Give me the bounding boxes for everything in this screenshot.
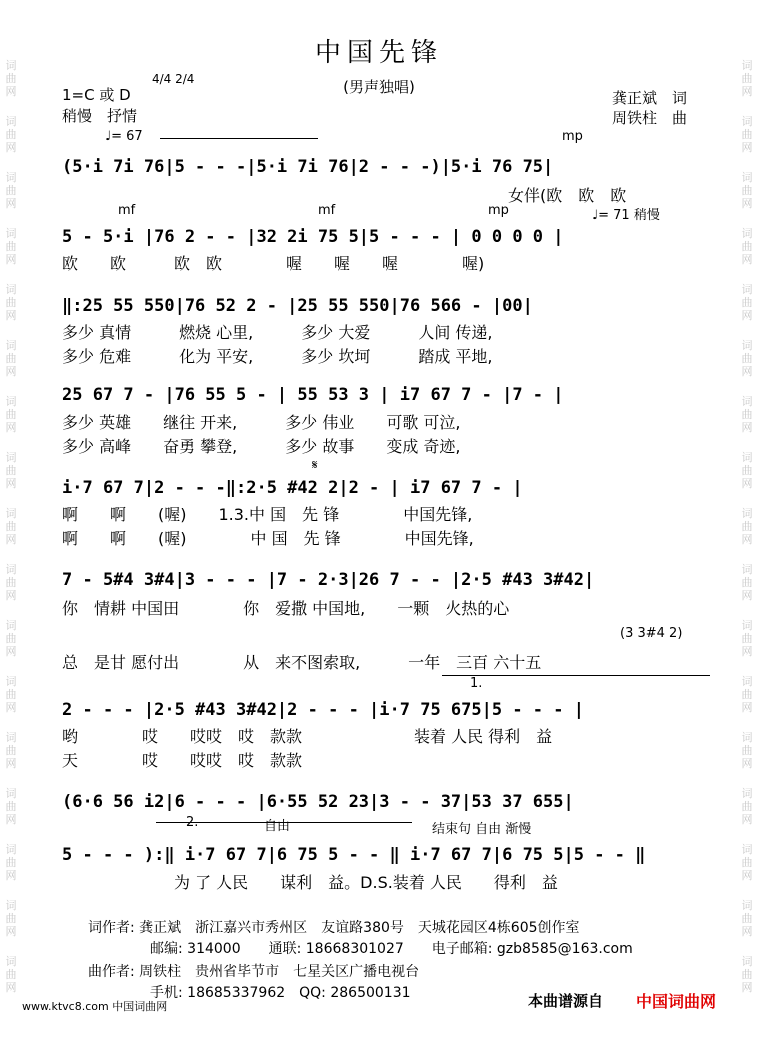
watermark-glyph: 网 [5,197,17,210]
watermark-glyph: 词 [741,843,753,856]
watermark-glyph: 曲 [5,744,17,757]
watermark-glyph: 网 [741,813,753,826]
dynamic-mf-2: mf [318,203,336,218]
watermark-glyph: 词 [741,451,753,464]
watermark-right [736,0,758,1038]
website-watermark: www.ktvc8.com 中国词曲网 [22,1000,168,1013]
watermark-glyph: 曲 [5,968,17,981]
watermark-glyph: 网 [5,141,17,154]
notation-row-8: 2 - - - |2·5 #43 3#42|2 - - - |i·7 75 675|5 - - - | [62,700,584,720]
watermark-glyph: 词 [741,507,753,520]
watermark-glyph: 词 [5,395,17,408]
watermark-glyph: 网 [741,645,753,658]
watermark-glyph: 网 [5,309,17,322]
lyric-row-3b: 多少 危难 化为 平安, 多少 坎坷 踏成 平地, [62,347,493,366]
watermark-glyph: 曲 [741,968,753,981]
tempo-expression: 稍慢 抒情 [62,107,138,125]
watermark-glyph: 网 [5,253,17,266]
watermark-glyph: 词 [5,227,17,240]
watermark-glyph: 网 [5,645,17,658]
watermark-left [0,0,22,1038]
watermark-glyph: 网 [5,701,17,714]
watermark-glyph: 词 [5,675,17,688]
lyricist-credit: 龚正斌 词 [612,89,688,107]
ending-2-label: 2. [186,815,199,830]
watermark-glyph: 网 [741,421,753,434]
watermark-glyph: 网 [5,533,17,546]
dynamic-mp-1: mp [562,129,583,144]
watermark-glyph: 词 [741,283,753,296]
alt-notes-paren: (3 3#4 2) [620,626,683,641]
source-brand: 中国词曲网 [636,992,717,1011]
watermark-glyph: 曲 [5,352,17,365]
watermark-glyph: 网 [741,981,753,994]
lyric-row-4b: 多少 高峰 奋勇 攀登, 多少 故事 变成 奇迹, [62,437,461,456]
watermark-glyph: 曲 [741,856,753,869]
watermark-glyph: 曲 [5,912,17,925]
watermark-glyph: 词 [741,115,753,128]
watermark-glyph: 曲 [741,240,753,253]
watermark-glyph: 词 [741,227,753,240]
footer-lyricist-contact: 邮编: 314000 通联: 18668301027 电子邮箱: gzb8585@163.com [150,941,633,957]
tempo-mark-2: ♩= 71 稍慢 [592,208,660,223]
watermark-glyph: 曲 [741,184,753,197]
watermark-glyph: 曲 [5,296,17,309]
watermark-glyph: 词 [741,955,753,968]
watermark-glyph: 词 [5,843,17,856]
lyric-row-2: 欧 欧 欧 欧 喔 喔 喔 喔) [62,254,485,273]
watermark-glyph: 网 [741,477,753,490]
watermark-glyph: 曲 [5,632,17,645]
song-subtitle: (男声独唱) [343,78,415,96]
watermark-glyph: 词 [5,339,17,352]
watermark-glyph: 词 [5,115,17,128]
watermark-glyph: 词 [5,507,17,520]
watermark-glyph: 词 [741,339,753,352]
notation-row-9: (6·6 56 i2|6 - - - |6·55 52 23|3 - - 37|53 37 655| [62,792,574,812]
lyric-row-10: 为 了 人民 谋利 益。D.S.装着 人民 得利 益 [62,873,558,892]
dynamic-mp-2: mp [488,203,509,218]
tempo-mark: ♩= 67 [105,129,143,144]
watermark-glyph: 网 [741,701,753,714]
source-label: 本曲谱源自 [528,992,604,1010]
watermark-glyph: 词 [5,451,17,464]
watermark-glyph: 词 [741,899,753,912]
watermark-glyph: 词 [5,787,17,800]
footer-composer-line: 曲作者: 周铁柱 贵州省毕节市 七星关区广播电视台 [88,964,420,980]
segno-mark: 𝄋 [312,458,318,473]
notation-row-2: 5 - 5·i |76 2 - - |32 2i 75 5|5 - - - | 0 0 0 0 | [62,227,564,247]
watermark-glyph: 网 [741,253,753,266]
watermark-glyph: 曲 [5,688,17,701]
watermark-glyph: 词 [741,675,753,688]
watermark-glyph: 网 [741,589,753,602]
lyric-row-8b: 天 哎 哎哎 哎 款款 [62,751,303,770]
watermark-glyph: 词 [741,731,753,744]
watermark-glyph: 曲 [741,352,753,365]
watermark-glyph: 词 [741,563,753,576]
watermark-glyph: 网 [741,925,753,938]
lyric-row-6: 你 情耕 中国田 你 爱撒 中国地, 一颗 火热的心 [62,599,510,618]
watermark-glyph: 曲 [741,72,753,85]
watermark-glyph: 词 [5,619,17,632]
watermark-glyph: 曲 [5,800,17,813]
watermark-glyph: 曲 [741,632,753,645]
watermark-glyph: 曲 [741,464,753,477]
watermark-glyph: 曲 [5,72,17,85]
watermark-glyph: 网 [5,981,17,994]
notation-row-4: 25 67 7 - |76 55 5 - | 55 53 3 | i7 67 7 - |7 - | [62,385,564,405]
footer-composer-contact: 手机: 18685337962 QQ: 286500131 [150,985,411,1001]
watermark-glyph: 词 [741,171,753,184]
watermark-glyph: 网 [741,197,753,210]
watermark-glyph: 网 [5,869,17,882]
watermark-glyph: 词 [5,171,17,184]
song-title: 中国先锋 [314,38,443,68]
ending-1-label: 1. [470,676,483,691]
lyric-row-3a: 多少 真情 燃烧 心里, 多少 大爱 人间 传递, [62,323,493,342]
watermark-glyph: 曲 [5,856,17,869]
watermark-glyph: 曲 [5,464,17,477]
lyric-row-5b: 啊 啊 (喔) 中 国 先 锋 中国先锋, [62,529,474,548]
notation-row-6: 7 - 5#4 3#4|3 - - - |7 - 2·3|26 7 - - |2·5 #43 3#42| [62,570,595,590]
key-signature: 1=C 或 D [62,86,131,104]
notation-row-10: 5 - - - ):‖ i·7 67 7|6 75 5 - - ‖ i·7 67 7|6 75 5|5 - - ‖ [62,845,646,865]
watermark-glyph: 网 [5,365,17,378]
lyric-row-7: 总 是甘 愿付出 从 来不图索取, 一年 三百 六十五 [62,653,542,672]
watermark-glyph: 网 [5,757,17,770]
footer-lyricist-line: 词作者: 龚正斌 浙江嘉兴市秀州区 友谊路380号 天城花园区4栋605创作室 [88,920,580,936]
watermark-glyph: 曲 [5,184,17,197]
watermark-glyph: 曲 [741,576,753,589]
watermark-glyph: 网 [741,85,753,98]
watermark-glyph: 词 [741,619,753,632]
watermark-glyph: 曲 [741,912,753,925]
watermark-glyph: 网 [5,925,17,938]
dynamic-mf-1: mf [118,203,136,218]
lyric-row-4a: 多少 英雄 继往 开来, 多少 伟业 可歌 可泣, [62,413,461,432]
notation-row-3: ‖:25 55 550|76 52 2 - |25 55 550|76 566 - |00| [62,296,533,316]
watermark-glyph: 词 [5,899,17,912]
watermark-glyph: 网 [5,477,17,490]
watermark-glyph: 网 [741,365,753,378]
notation-row-5: i·7 67 7|2 - - -‖:2·5 #42 2|2 - | i7 67 7 - | [62,478,523,498]
watermark-glyph: 曲 [741,296,753,309]
watermark-glyph: 网 [5,813,17,826]
ending-tail-label: 结束句 自由 渐慢 [432,822,532,837]
watermark-glyph: 网 [741,309,753,322]
watermark-glyph: 词 [5,283,17,296]
tempo-line [160,138,318,139]
lyric-row-8a: 哟 哎 哎哎 哎 款款 装着 人民 得利 益 [62,727,553,746]
watermark-glyph: 曲 [5,408,17,421]
watermark-glyph: 曲 [741,408,753,421]
watermark-glyph: 网 [741,533,753,546]
watermark-glyph: 词 [741,395,753,408]
watermark-glyph: 词 [5,955,17,968]
watermark-glyph: 曲 [741,688,753,701]
watermark-glyph: 网 [5,85,17,98]
watermark-glyph: 网 [5,589,17,602]
watermark-glyph: 曲 [5,520,17,533]
watermark-glyph: 曲 [5,240,17,253]
composer-credit: 周铁柱 曲 [612,109,688,127]
watermark-glyph: 曲 [741,800,753,813]
lyric-row-5a: 啊 啊 (喔) 1.3.中 国 先 锋 中国先锋, [62,505,473,524]
watermark-glyph: 词 [741,787,753,800]
watermark-glyph: 词 [741,59,753,72]
watermark-glyph: 网 [741,141,753,154]
watermark-glyph: 曲 [741,744,753,757]
watermark-glyph: 词 [5,731,17,744]
watermark-glyph: 词 [5,563,17,576]
notation-row-1: (5·i 7i 76|5 - - -|5·i 7i 76|2 - - -)|5·i 76 75| [62,157,554,177]
watermark-glyph: 网 [741,757,753,770]
ziyou-mark: 自由 [264,819,291,834]
watermark-glyph: 网 [741,869,753,882]
female-backing-label: 女伴(欧 欧 欧 [508,186,627,205]
watermark-glyph: 词 [5,59,17,72]
watermark-glyph: 曲 [5,128,17,141]
watermark-glyph: 曲 [5,576,17,589]
watermark-glyph: 曲 [741,128,753,141]
time-signature: 4/4 2/4 [152,72,195,86]
watermark-glyph: 曲 [741,520,753,533]
watermark-glyph: 网 [5,421,17,434]
